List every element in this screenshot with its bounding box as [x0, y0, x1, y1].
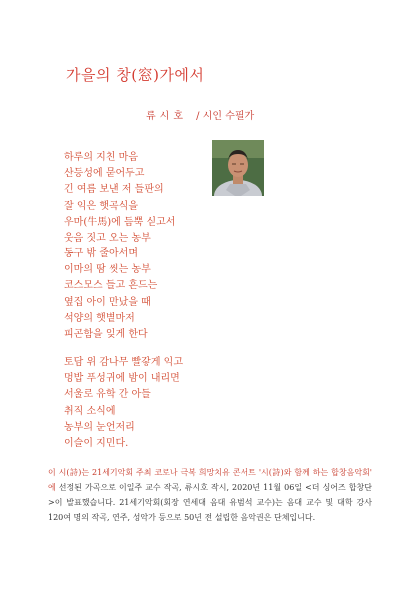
poem-line: 이마의 땀 씻는 농부 [64, 264, 151, 276]
poem-line: 석양의 햇볕마저 [64, 312, 135, 324]
stanza-3 [64, 355, 183, 452]
poem-line: 산등성에 묻어두고 [64, 168, 145, 180]
poem-line: 우마(牛馬)에 듬뿍 싣고서 [64, 216, 176, 228]
poem-line: 멍밥 푸성귀에 밤이 내리면 [64, 373, 180, 385]
poem-line: 취직 소식에 [64, 405, 116, 417]
footnote-highlight: 이 시(詩)는 21세기악회 주최 코로나 극복 희망치유 콘서트 '시(詩)와 함께 하는 합창음악회' 에 [48, 468, 372, 492]
poem-line: 잘 익은 햇곡식을 [64, 200, 138, 212]
author-photo [212, 140, 264, 196]
poem-line: 토담 위 감나무 빨갛게 익고 [64, 357, 183, 368]
stanza-2 [64, 246, 157, 343]
poem-line: 옆집 아이 만났을 때 [64, 296, 151, 308]
footnote-text: 선정된 가곡으로 이일주 교수 작곡, 류시호 작시, 2020년 11월 06일 <더 싱어즈 합창단>이 발표했습니다. 21세기악회(회장 연세대 음대 유범석 교수)는 음대 교수 및 대학 강사 120여 명의 작곡, 연주, 성악가 등으로 50년 전 설립한 음악권은 단체입니다. [48, 483, 372, 522]
poem-line: 긴 여름 보낸 저 들판의 [64, 184, 164, 196]
author-role: / 시인 수필가 [196, 111, 255, 122]
stanza-1 [64, 150, 175, 247]
footnote [48, 465, 372, 525]
author-name: 류시호 [146, 111, 187, 122]
poem-line: 서울로 유학 간 아들 [64, 389, 151, 401]
poem-line: 코스모스 들고 흔드는 [64, 280, 158, 292]
poem-line: 동구 밖 줄아서며 [64, 248, 138, 259]
poem-title: 가을의 창(窓)가에서 [66, 66, 205, 84]
poem-line: 농부의 눈언저리 [64, 421, 135, 433]
poem-line: 하루의 지친 마음 [64, 152, 138, 163]
byline [146, 107, 254, 122]
poem-line: 웃음 짓고 오는 농부 [64, 232, 151, 244]
poem-line: 피곤함을 잊게 한다 [64, 328, 148, 340]
poem-line: 이슬이 지민다. [64, 437, 129, 449]
